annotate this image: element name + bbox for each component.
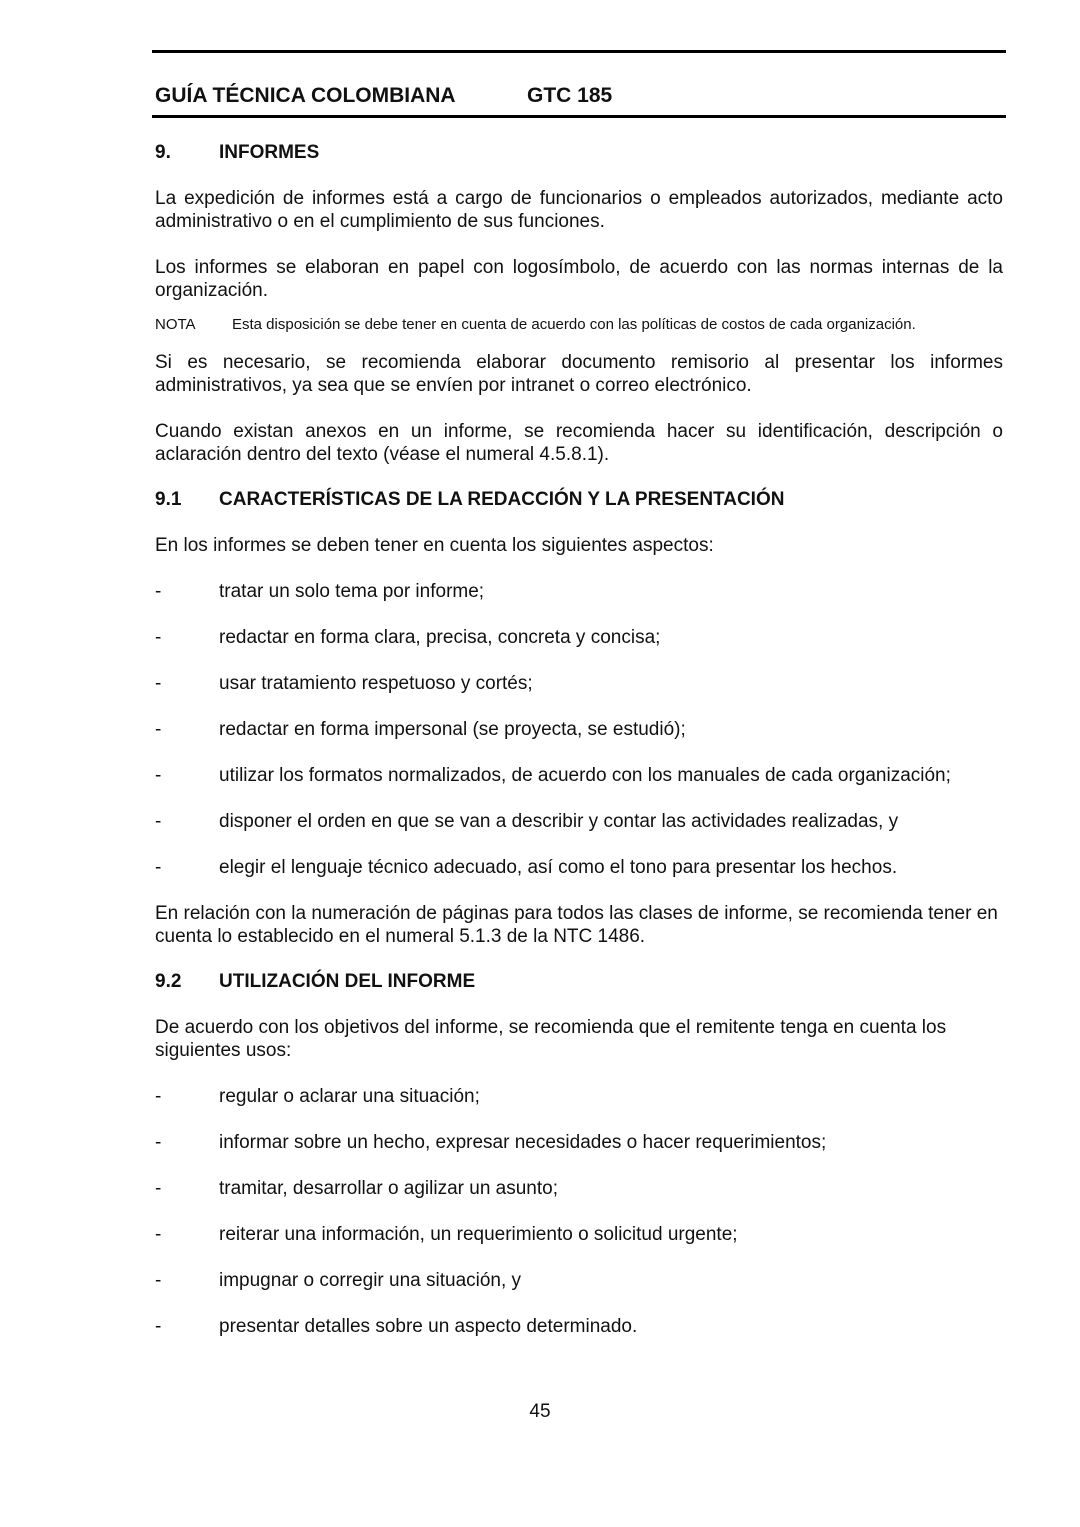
list-item <box>155 626 1003 649</box>
paragraph: Si es necesario, se recomienda elaborar documento remisorio al presentar los informes administrativos, ya sea que se envíen por intranet o correo electrónico. <box>155 352 1003 396</box>
list-item-text: reiterar una información, un requerimiento o solicitud urgente; <box>219 1224 738 1245</box>
list-item-text: regular o aclarar una situación; <box>219 1086 480 1107</box>
header-title: GUÍA TÉCNICA COLOMBIANA <box>155 84 456 107</box>
list-item-text: impugnar o corregir una situación, y <box>219 1270 522 1291</box>
document-body <box>155 141 1003 1338</box>
bullet: - <box>155 581 162 602</box>
section-9-2-heading <box>155 970 1003 993</box>
list-item <box>155 718 1003 741</box>
note-text: Esta disposición se debe tener en cuenta de acuerdo con las políticas de costos de cada organización. <box>232 316 916 333</box>
list-item-text: redactar en forma clara, precisa, concreta y concisa; <box>219 627 661 648</box>
list-item <box>155 1177 1003 1200</box>
note-label: NOTA <box>155 316 196 333</box>
bullet: - <box>155 719 162 740</box>
section-title: INFORMES <box>219 142 320 163</box>
page-header <box>155 84 612 108</box>
section-number: 9.2 <box>155 971 182 992</box>
bullet: - <box>155 1178 162 1199</box>
header-bottom-rule <box>152 115 1006 118</box>
note <box>155 315 1003 335</box>
header-top-rule <box>152 50 1006 53</box>
bullet: - <box>155 1224 162 1245</box>
list-item <box>155 810 1003 833</box>
page-number: 45 <box>529 1401 551 1422</box>
list-item-text: tratar un solo tema por informe; <box>219 581 485 602</box>
list-item <box>155 1131 1003 1154</box>
list-item <box>155 1269 1003 1292</box>
bullet: - <box>155 1270 162 1291</box>
section-number: 9. <box>155 142 171 163</box>
list-item <box>155 580 1003 603</box>
list-item <box>155 856 1003 879</box>
list-item-text: usar tratamiento respetuoso y cortés; <box>219 673 533 694</box>
section-9-1-heading <box>155 488 1003 511</box>
list-item <box>155 1315 1003 1338</box>
list-item-text: informar sobre un hecho, expresar necesidades o hacer requerimientos; <box>219 1132 827 1153</box>
list-item <box>155 764 1003 787</box>
list-item-text: utilizar los formatos normalizados, de acuerdo con los manuales de cada organización; <box>219 765 951 786</box>
header-code: GTC 185 <box>527 84 613 107</box>
paragraph: Los informes se elaboran en papel con logosímbolo, de acuerdo con las normas internas de la organización. <box>155 257 1003 301</box>
list-item-text: presentar detalles sobre un aspecto determinado. <box>219 1316 638 1337</box>
bullet: - <box>155 627 162 648</box>
list-item <box>155 1085 1003 1108</box>
list-item <box>155 1223 1003 1246</box>
list-item-text: tramitar, desarrollar o agilizar un asunto; <box>219 1178 558 1199</box>
section-9-heading <box>155 141 1003 164</box>
paragraph: En los informes se deben tener en cuenta los siguientes aspectos: <box>155 535 714 556</box>
list-item-text: redactar en forma impersonal (se proyecta, se estudió); <box>219 719 686 740</box>
bullet: - <box>155 1132 162 1153</box>
list-item-text: disponer el orden en que se van a describir y contar las actividades realizadas, y <box>219 811 899 832</box>
paragraph: La expedición de informes está a cargo de funcionarios o empleados autorizados, mediante acto administrativo o en el cumplimiento de sus funciones. <box>155 188 1003 232</box>
bullet: - <box>155 1316 162 1337</box>
section-title: UTILIZACIÓN DEL INFORME <box>219 971 476 992</box>
paragraph: En relación con la numeración de páginas para todos las clases de informe, se recomienda tener en cuenta lo establecido en el numeral 5.1.3 de la NTC 1486. <box>155 903 998 947</box>
list-item-text: elegir el lenguaje técnico adecuado, así como el tono para presentar los hechos. <box>219 857 898 878</box>
section-number: 9.1 <box>155 489 182 510</box>
list-item <box>155 672 1003 695</box>
bullet: - <box>155 811 162 832</box>
bullet: - <box>155 1086 162 1107</box>
paragraph: De acuerdo con los objetivos del informe, se recomienda que el remitente tenga en cuenta los siguientes usos: <box>155 1017 947 1061</box>
paragraph: Cuando existan anexos en un informe, se recomienda hacer su identificación, descripción o aclaración dentro del texto (véase el numeral 4.5.8.1). <box>155 421 1003 465</box>
bullet: - <box>155 765 162 786</box>
section-title: CARACTERÍSTICAS DE LA REDACCIÓN Y LA PRESENTACIÓN <box>219 489 785 510</box>
bullet: - <box>155 673 162 694</box>
bullet: - <box>155 857 162 878</box>
